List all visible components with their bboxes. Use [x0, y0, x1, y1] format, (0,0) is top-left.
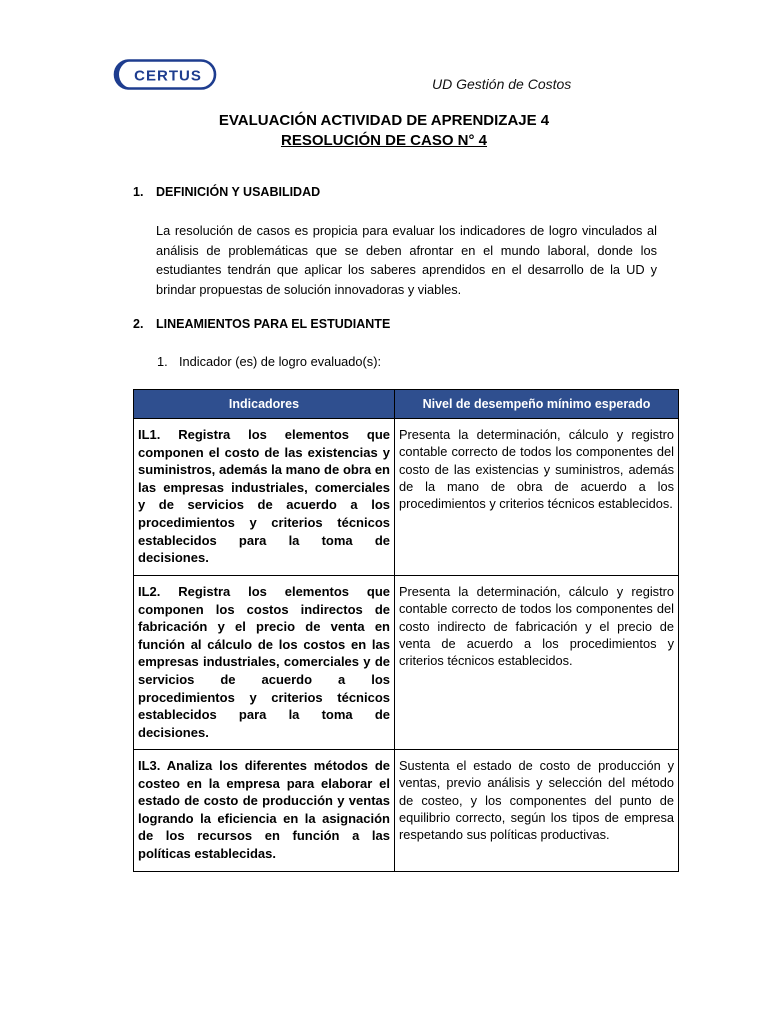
- indicator-il3: IL3. Analiza los diferentes métodos de costeo en la empresa para elaborar el estado de costo de producción y ventas logrando la eficiencia en la asignación de los recursos en función a las políticas establecidas.: [134, 750, 395, 872]
- level-il2: Presenta la determinación, cálculo y registro contable correcto de todos los componentes del costo indirecto de fabricación y el precio de venta de acuerdo a los procedimientos y criterios técnicos establecidos.: [395, 576, 679, 750]
- title-line-1: EVALUACIÓN ACTIVIDAD DE APRENDIZAJE 4: [218, 112, 550, 129]
- header-indicadores: Indicadores: [134, 390, 395, 419]
- subitem-text: Indicador (es) de logro evaluado(s):: [179, 354, 382, 369]
- section-2-title: LINEAMIENTOS PARA EL ESTUDIANTE: [156, 317, 391, 331]
- section-2-number: 2.: [133, 317, 144, 331]
- subitem-number: 1.: [157, 354, 168, 369]
- table-header-row: [134, 390, 679, 419]
- section-2-subitem: [157, 354, 381, 369]
- section-1-paragraph: La resolución de casos es propicia para evaluar los indicadores de logro vinculados al análisis de problemáticas que se deben afrontar en el mundo laboral, donde los estudiantes tendrán que aplicar los saberes aprendidos en el desarrollo de la UD y brindar propuestas de solución innovadoras y viables.: [156, 223, 657, 298]
- indicator-il2: IL2. Registra los elementos que componen los costos indirectos de fabricación y el precio de venta en función al cálculo de los costos en las empresas industriales, comerciales y de servicios de acuerdo a los procedimientos y criterios técnicos establecidos para la toma de decisiones.: [134, 576, 395, 750]
- table-row: [134, 750, 679, 872]
- ud-course-label: UD Gestión de Costos: [432, 76, 572, 92]
- indicator-il1: IL1. Registra los elementos que componen el costo de las existencias y suministros, además la mano de obra en las empresas industriales, comerciales y de servicios de acuerdo a los procedimientos y criterios técnicos establecidos para la toma de decisiones.: [134, 419, 395, 576]
- table-row: [134, 419, 679, 576]
- level-il3: Sustenta el estado de costo de producción y ventas, previo análisis y selección del método de costeo, y los componentes del punto de equilibrio correcto, según los tipos de empresa respetando sus políticas productivas.: [395, 750, 679, 872]
- header-nivel-desempeno: Nivel de desempeño mínimo esperado: [395, 390, 679, 419]
- certus-logo: [113, 59, 217, 90]
- table-row: [134, 576, 679, 750]
- section-1-title: DEFINICIÓN Y USABILIDAD: [156, 185, 321, 199]
- section-1-heading: [133, 185, 320, 199]
- level-il1: Presenta la determinación, cálculo y registro contable correcto de todos los componentes del costo de las existencias y suministros, además de la mano de obra de acuerdo a los procedimientos y criterios técnicos establecidos.: [395, 419, 679, 576]
- certus-logo-graphic: [113, 59, 217, 90]
- title-line-2: RESOLUCIÓN DE CASO N° 4: [280, 132, 488, 149]
- section-2-heading: [133, 317, 390, 331]
- document-title: [0, 111, 768, 151]
- section-1-number: 1.: [133, 185, 144, 199]
- logo-text: CERTUS: [134, 67, 202, 85]
- indicators-table: [133, 389, 679, 872]
